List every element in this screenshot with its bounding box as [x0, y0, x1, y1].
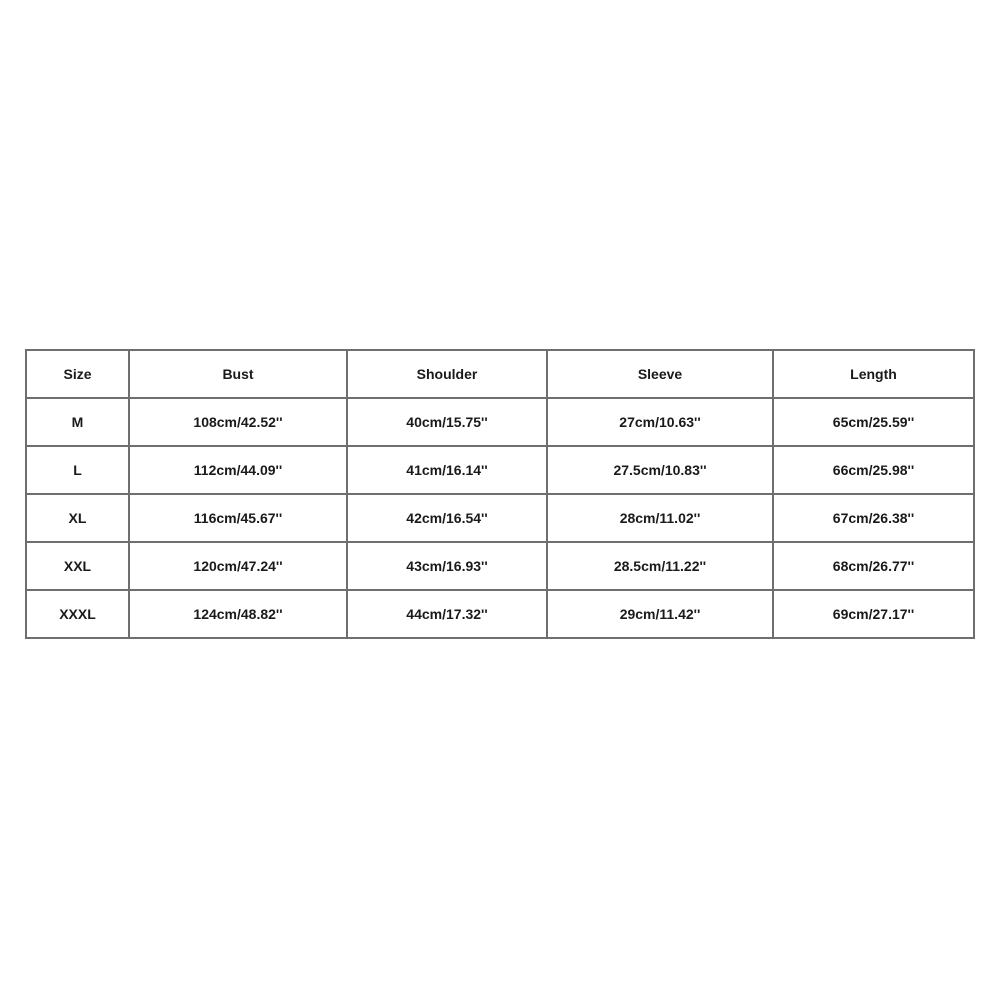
- cell-sleeve: 28.5cm/11.22'': [547, 542, 773, 590]
- cell-bust: 108cm/42.52'': [129, 398, 347, 446]
- cell-size: XL: [26, 494, 129, 542]
- cell-shoulder: 42cm/16.54'': [347, 494, 547, 542]
- header-shoulder: Shoulder: [347, 350, 547, 398]
- cell-shoulder: 44cm/17.32'': [347, 590, 547, 638]
- table-row: [26, 590, 974, 638]
- cell-sleeve: 27.5cm/10.83'': [547, 446, 773, 494]
- table-row: [26, 542, 974, 590]
- cell-length: 68cm/26.77'': [773, 542, 974, 590]
- cell-size: M: [26, 398, 129, 446]
- cell-shoulder: 43cm/16.93'': [347, 542, 547, 590]
- cell-length: 65cm/25.59'': [773, 398, 974, 446]
- size-chart-table: [25, 349, 975, 639]
- cell-length: 67cm/26.38'': [773, 494, 974, 542]
- cell-bust: 112cm/44.09'': [129, 446, 347, 494]
- cell-shoulder: 41cm/16.14'': [347, 446, 547, 494]
- cell-sleeve: 28cm/11.02'': [547, 494, 773, 542]
- cell-size: XXXL: [26, 590, 129, 638]
- header-sleeve: Sleeve: [547, 350, 773, 398]
- cell-bust: 124cm/48.82'': [129, 590, 347, 638]
- cell-size: L: [26, 446, 129, 494]
- cell-sleeve: 29cm/11.42'': [547, 590, 773, 638]
- cell-size: XXL: [26, 542, 129, 590]
- header-size: Size: [26, 350, 129, 398]
- cell-bust: 120cm/47.24'': [129, 542, 347, 590]
- table-row: [26, 494, 974, 542]
- cell-length: 69cm/27.17'': [773, 590, 974, 638]
- table-row: [26, 398, 974, 446]
- table-header-row: [26, 350, 974, 398]
- header-bust: Bust: [129, 350, 347, 398]
- cell-bust: 116cm/45.67'': [129, 494, 347, 542]
- cell-shoulder: 40cm/15.75'': [347, 398, 547, 446]
- table-row: [26, 446, 974, 494]
- header-length: Length: [773, 350, 974, 398]
- cell-length: 66cm/25.98'': [773, 446, 974, 494]
- cell-sleeve: 27cm/10.63'': [547, 398, 773, 446]
